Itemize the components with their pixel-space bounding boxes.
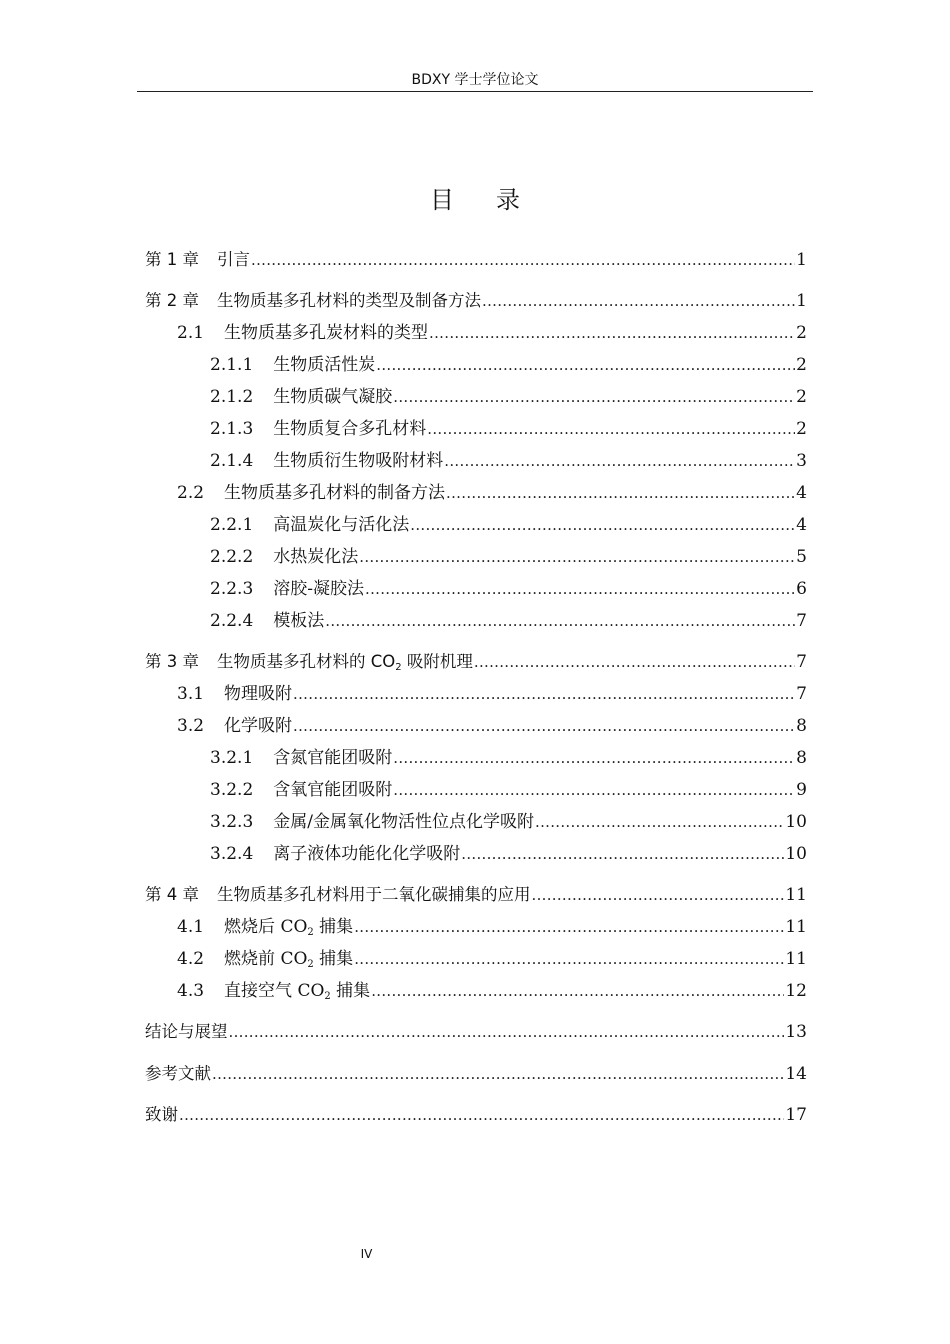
toc-entry[interactable] (145, 841, 807, 867)
toc-entry-label-text: 捕集 (313, 917, 354, 937)
toc-entry[interactable] (145, 384, 807, 410)
dot-leader (376, 352, 795, 378)
dot-leader (444, 448, 795, 474)
toc-entry-number: 3.2 (177, 716, 205, 736)
toc-entry[interactable] (145, 512, 807, 538)
toc-entry[interactable] (145, 480, 807, 506)
toc-entry-page: 2 (796, 323, 807, 343)
toc-entry[interactable] (145, 978, 807, 1004)
dot-leader (293, 681, 795, 707)
toc-entry-number: 2.1.4 (210, 451, 254, 471)
toc-entry-number: 4.3 (177, 981, 205, 1001)
toc-entry-number: 第 4 章 (145, 885, 199, 904)
toc-entry-number: 3.2.2 (210, 780, 254, 800)
toc-entry[interactable] (145, 809, 807, 835)
toc-entry-number: 2.2.2 (210, 547, 254, 567)
toc-entry-number: 4.1 (177, 917, 205, 937)
toc-entry-page: 11 (785, 949, 807, 969)
toc-entry-label: 水热炭化法 (273, 547, 359, 567)
page-footer (0, 1247, 733, 1261)
subscript: 2 (324, 991, 331, 1002)
toc-entry-number: 2.1.3 (210, 419, 254, 439)
subscript: 2 (395, 662, 402, 673)
toc-entry-page: 17 (785, 1105, 807, 1125)
toc-entry-page: 8 (796, 716, 807, 736)
toc-entry-number: 2.2 (177, 483, 205, 503)
toc-entry-number: 2.1.1 (210, 355, 254, 375)
table-of-contents (145, 0, 807, 1344)
toc-entry-page: 6 (796, 579, 807, 599)
subscript: 2 (307, 927, 314, 938)
toc-entry-page: 1 (796, 250, 807, 270)
subscript: 2 (307, 959, 314, 970)
toc-entry[interactable] (145, 320, 807, 346)
toc-entry-page: 3 (796, 451, 807, 471)
toc-entry-page: 13 (785, 1022, 807, 1042)
toc-entry-number: 2.2.4 (210, 611, 254, 631)
toc-entry-label-text: 捕集 (330, 981, 371, 1001)
toc-entry-label: 物理吸附 (224, 684, 293, 704)
toc-entry-page: 7 (796, 652, 807, 672)
toc-entry-page: 7 (796, 611, 807, 631)
dot-leader (532, 882, 785, 908)
toc-entry-label-text: 捕集 (313, 949, 354, 969)
toc-entry-label (224, 978, 370, 1004)
toc-entry-label (224, 946, 353, 972)
toc-entry-page: 2 (796, 355, 807, 375)
toc-entry-page: 10 (785, 812, 807, 832)
toc-entry-page: 7 (796, 684, 807, 704)
toc-entry-number: 2.1.2 (210, 387, 254, 407)
toc-entry[interactable] (145, 745, 807, 771)
dot-leader (446, 480, 795, 506)
toc-entry-page: 1 (796, 291, 807, 311)
toc-entry[interactable] (145, 608, 807, 634)
toc-entry[interactable] (145, 914, 807, 940)
dot-leader (359, 544, 795, 570)
toc-entry-page: 2 (796, 419, 807, 439)
toc-entry-page: 11 (785, 885, 807, 905)
toc-entry-label: 金属/金属氧化物活性位点化学吸附 (273, 812, 534, 832)
toc-entry-page: 10 (785, 844, 807, 864)
toc-entry-label: 参考文献 (145, 1064, 211, 1083)
toc-entry-page: 9 (796, 780, 807, 800)
dot-leader (429, 320, 795, 346)
dot-leader (365, 576, 795, 602)
toc-entry[interactable] (145, 544, 807, 570)
dot-leader (535, 809, 784, 835)
toc-entry-label: 致谢 (145, 1105, 178, 1124)
toc-entry-label (217, 649, 473, 675)
toc-entry-number: 第 1 章 (145, 250, 199, 269)
toc-entry-label: 引言 (217, 250, 250, 269)
dot-leader (354, 946, 784, 972)
toc-entry-label: 模板法 (273, 611, 325, 631)
toc-entry-label: 生物质衍生物吸附材料 (273, 451, 444, 471)
toc-entry[interactable] (145, 247, 807, 273)
toc-entry-label: 高温炭化与活化法 (273, 515, 410, 535)
toc-entry[interactable] (145, 713, 807, 739)
toc-entry-label: 溶胶-凝胶法 (273, 579, 365, 599)
running-header-text: BDXY 学士学位论文 (411, 72, 539, 88)
toc-entry-page: 4 (796, 515, 807, 535)
toc-entry-page: 2 (796, 387, 807, 407)
toc-entry-number: 第 2 章 (145, 291, 199, 310)
toc-entry-label-text: 吸附机理 (401, 652, 473, 671)
toc-entry-label: 离子液体功能化化学吸附 (273, 844, 461, 864)
toc-entry-page: 5 (796, 547, 807, 567)
toc-entry-label: 生物质基多孔炭材料的类型 (224, 323, 429, 343)
toc-entry-label-text: 燃烧后 CO (224, 917, 308, 937)
toc-entry-label: 生物质复合多孔材料 (273, 419, 427, 439)
toc-title: 目录 (430, 186, 562, 214)
toc-entry-label: 生物质基多孔材料的制备方法 (224, 483, 446, 503)
dot-leader (482, 288, 795, 314)
dot-leader (410, 512, 795, 538)
dot-leader (179, 1102, 784, 1128)
toc-entry[interactable] (145, 1019, 807, 1045)
toc-entry-number: 2.1 (177, 323, 205, 343)
toc-entry-number: 2.2.3 (210, 579, 254, 599)
toc-entry[interactable] (145, 777, 807, 803)
toc-entry-label (224, 914, 353, 940)
toc-entry-number: 4.2 (177, 949, 205, 969)
dot-leader (474, 649, 795, 675)
toc-entry[interactable] (145, 1102, 807, 1128)
dot-leader (251, 247, 795, 273)
toc-entry[interactable] (145, 1061, 807, 1087)
toc-entry[interactable] (145, 681, 807, 707)
toc-entry-label: 含氮官能团吸附 (273, 748, 393, 768)
dot-leader (393, 777, 795, 803)
toc-entry-label-text: 直接空气 CO (224, 981, 325, 1001)
dot-leader (461, 841, 784, 867)
dot-leader (427, 416, 795, 442)
toc-entry[interactable] (145, 946, 807, 972)
toc-entry-page: 14 (785, 1064, 807, 1084)
toc-entry-number: 3.2.3 (210, 812, 254, 832)
toc-entry-label-text: 生物质基多孔材料的 CO (217, 652, 396, 671)
toc-entry-label: 生物质活性炭 (273, 355, 376, 375)
toc-entry-label: 含氧官能团吸附 (273, 780, 393, 800)
dot-leader (293, 713, 795, 739)
dot-leader (393, 745, 795, 771)
dot-leader (354, 914, 784, 940)
toc-entry-label: 生物质基多孔材料的类型及制备方法 (217, 291, 481, 310)
dot-leader (393, 384, 795, 410)
toc-entry-page: 11 (785, 917, 807, 937)
toc-entry[interactable] (145, 352, 807, 378)
toc-entry-number: 3.2.4 (210, 844, 254, 864)
dot-leader (325, 608, 795, 634)
toc-entry-page: 8 (796, 748, 807, 768)
toc-entry-page: 4 (796, 483, 807, 503)
toc-entry[interactable] (145, 416, 807, 442)
toc-entry-number: 3.2.1 (210, 748, 254, 768)
toc-entry-label: 生物质碳气凝胶 (273, 387, 393, 407)
dot-leader (371, 978, 784, 1004)
toc-entry[interactable] (145, 649, 807, 675)
toc-entry[interactable] (145, 288, 807, 314)
page-number: IV (360, 1247, 373, 1261)
toc-entry-label: 生物质基多孔材料用于二氧化碳捕集的应用 (217, 885, 531, 904)
toc-entry-number: 第 3 章 (145, 652, 199, 671)
toc-entry-label-text: 燃烧前 CO (224, 949, 308, 969)
toc-entry[interactable] (145, 448, 807, 474)
toc-entry-label: 化学吸附 (224, 716, 293, 736)
toc-entry-number: 2.2.1 (210, 515, 254, 535)
toc-entry-label: 结论与展望 (145, 1022, 228, 1041)
dot-leader (229, 1019, 785, 1045)
toc-entry-page: 12 (785, 981, 807, 1001)
toc-entry-number: 3.1 (177, 684, 205, 704)
toc-entry[interactable] (145, 882, 807, 908)
toc-entry[interactable] (145, 576, 807, 602)
dot-leader (212, 1061, 784, 1087)
